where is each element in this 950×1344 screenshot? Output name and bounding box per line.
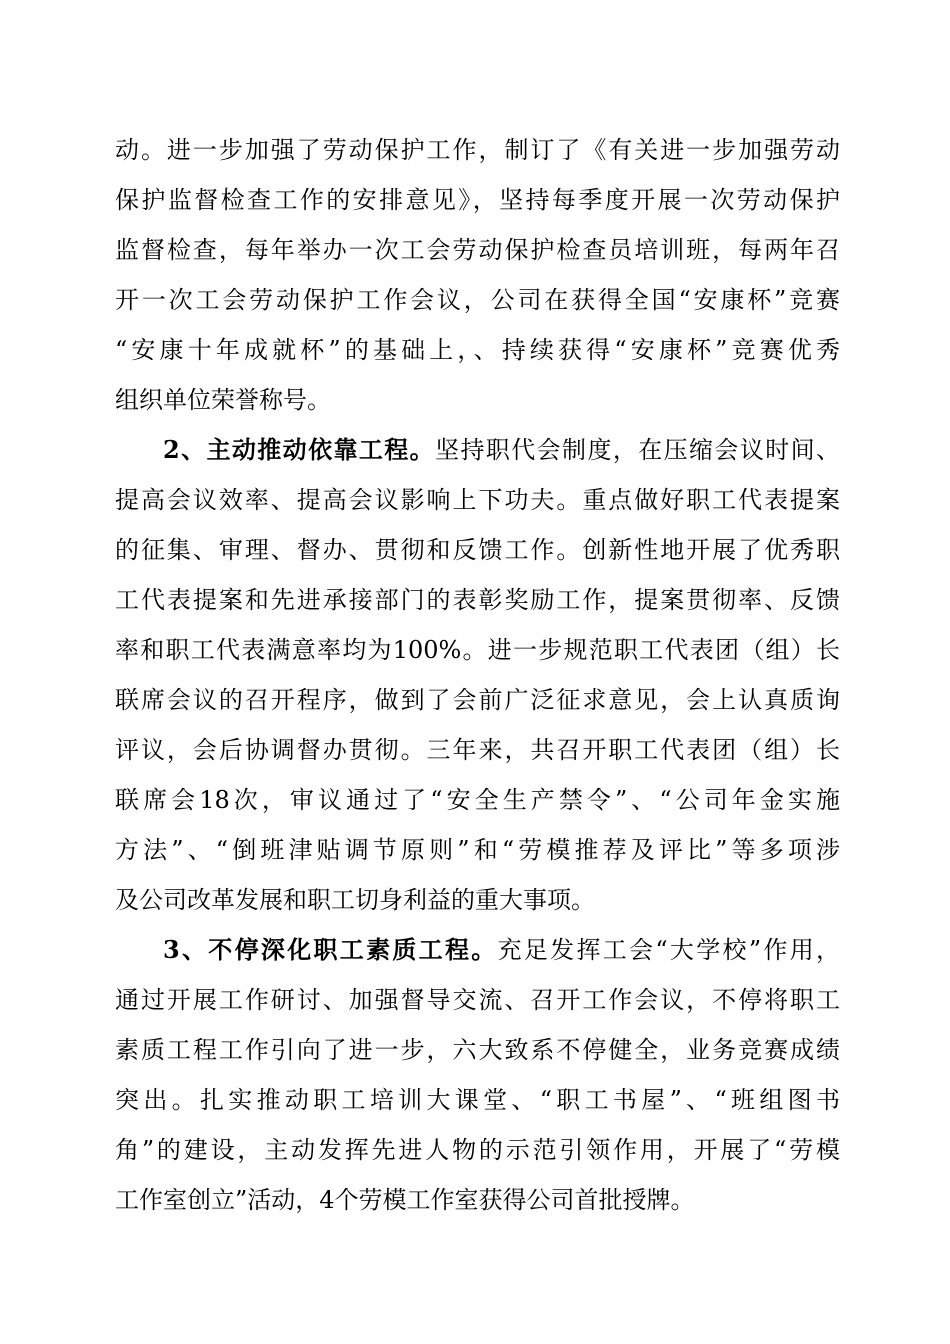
body-text-line: 联席会议的召开程序，做到了会前广泛征求意见，会上认真质询 bbox=[115, 686, 840, 714]
body-text-line: 组织单位荣誉称号。 bbox=[115, 386, 331, 414]
body-text-line: 联席会18次，审议通过了“安全生产禁令”、“公司年金实施 bbox=[115, 786, 840, 814]
body-text-line: 工代表提案和先进承接部门的表彰奖励工作，提案贯彻率、反馈 bbox=[115, 586, 840, 614]
paragraph-first-line bbox=[163, 430, 840, 470]
body-text-line: 角”的建设，主动发挥先进人物的示范引领作用，开展了“劳模 bbox=[115, 1136, 840, 1164]
body-text-line: 提高会议效率、提高会议影响上下功夫。重点做好职工代表提案 bbox=[115, 486, 840, 514]
section-heading: 3、不停深化职工素质工程。 bbox=[163, 935, 498, 964]
body-text-line: 素质工程工作引向了进一步，六大致系不停健全，业务竞赛成绩 bbox=[115, 1036, 840, 1064]
body-text: 充足发挥工会“大学校”作用， bbox=[497, 936, 840, 964]
body-text-line: 及公司改革发展和职工切身利益的重大事项。 bbox=[115, 886, 595, 914]
body-text: 坚持职代会制度，在压缩会议时间、 bbox=[435, 436, 841, 464]
body-text-line: 评议，会后协调督办贯彻。三年来，共召开职工代表团（组）长 bbox=[115, 736, 840, 764]
body-text-line: 工作室创立”活动，4个劳模工作室获得公司首批授牌。 bbox=[115, 1186, 695, 1214]
body-text-line: 率和职工代表满意率均为100%。进一步规范职工代表团（组）长 bbox=[115, 636, 840, 664]
body-text-line: 保护监督检查工作的安排意见》，坚持每季度开展一次劳动保护 bbox=[115, 186, 840, 214]
body-text-line: 监督检查，每年举办一次工会劳动保护检查员培训班，每两年召 bbox=[115, 236, 840, 264]
section-heading: 2、主动推动依靠工程。 bbox=[163, 435, 436, 464]
body-text-line: 方法”、“倒班津贴调节原则”和“劳模推荐及评比”等多项涉 bbox=[115, 836, 840, 864]
body-text-line: 突出。扎实推动职工培训大课堂、“职工书屋”、“班组图书 bbox=[115, 1086, 840, 1114]
body-text-line: 的征集、审理、督办、贯彻和反馈工作。创新性地开展了优秀职 bbox=[115, 536, 840, 564]
paragraph-first-line bbox=[163, 930, 840, 970]
body-text-line: “安康十年成就杯”的基础上，、持续获得“安康杯”竞赛优秀 bbox=[115, 336, 840, 364]
body-text-line: 动。进一步加强了劳动保护工作，制订了《有关进一步加强劳动 bbox=[115, 136, 840, 164]
body-text-line: 通过开展工作研讨、加强督导交流、召开工作会议，不停将职工 bbox=[115, 986, 840, 1014]
body-text-line: 开一次工会劳动保护工作会议，公司在获得全国“安康杯”竞赛 bbox=[115, 286, 840, 314]
